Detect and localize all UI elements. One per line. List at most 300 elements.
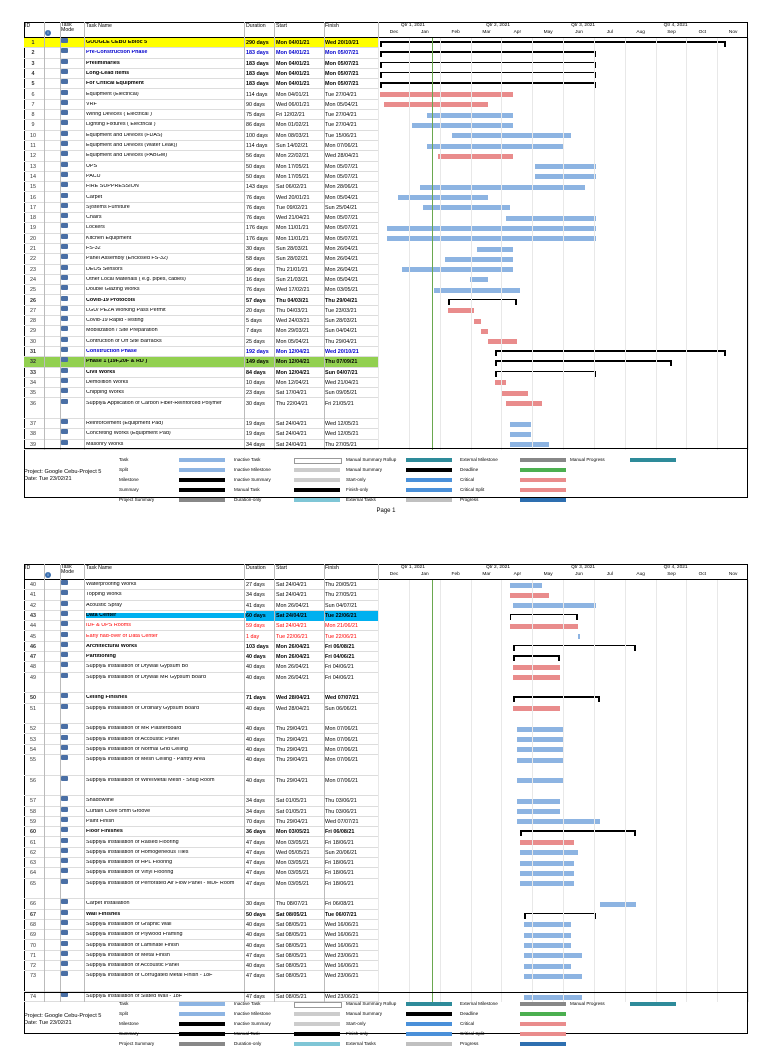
critical-task-bar[interactable]: [520, 840, 574, 845]
task-duration: 5 days: [246, 318, 262, 325]
task-bar[interactable]: [510, 432, 532, 437]
task-start: Mon 03/05/21: [276, 839, 309, 846]
task-start: Sat 08/05/21: [276, 994, 307, 1000]
task-mode-icon: [61, 848, 68, 853]
month-label: Jan: [420, 572, 429, 577]
task-id: 7: [31, 101, 35, 108]
task-start: Mon 03/05/21: [276, 870, 309, 877]
task-start: Thu 21/01/21: [276, 266, 308, 273]
legend-swatch: [294, 488, 340, 492]
timeline-gridline: [594, 38, 595, 450]
task-duration: 40 days: [246, 777, 265, 784]
task-duration: 34 days: [246, 798, 265, 805]
task-start: Sat 08/05/21: [276, 932, 307, 939]
task-finish: Wed 16/06/21: [325, 932, 359, 939]
month-label: Nov: [728, 30, 738, 35]
project-name: Project: Google Cebu-Project 5: [24, 1013, 102, 1019]
col-header-duration[interactable]: Duration: [246, 23, 266, 29]
task-bar[interactable]: [412, 123, 513, 128]
task-mode-icon: [61, 951, 68, 956]
task-mode-icon: [61, 868, 68, 873]
column-divider: [60, 22, 61, 450]
task-duration: 1 day: [246, 633, 260, 640]
task-duration: 192 days: [246, 349, 269, 355]
task-finish: Fri 18/06/21: [325, 870, 354, 877]
task-bar[interactable]: [517, 799, 560, 804]
summary-bar[interactable]: [495, 350, 725, 352]
task-duration: 40 days: [246, 674, 265, 681]
task-duration: 40 days: [246, 942, 265, 949]
critical-task-bar[interactable]: [513, 706, 560, 711]
legend-item-label: Finish-only: [346, 487, 369, 492]
task-duration: 47 days: [246, 870, 265, 877]
task-duration: 41 days: [246, 602, 265, 609]
task-bar[interactable]: [513, 603, 596, 608]
task-finish: Mon 26/04/21: [325, 246, 358, 252]
col-header-id[interactable]: ID: [25, 23, 31, 29]
task-bar[interactable]: [517, 809, 560, 814]
task-name: FS-32: [86, 246, 101, 251]
month-label: Sep: [667, 572, 676, 577]
task-finish: Mon 03/05/21: [325, 287, 358, 294]
task-bar[interactable]: [520, 850, 578, 855]
task-duration: 71 days: [246, 695, 266, 702]
task-start: Sat 01/05/21: [276, 798, 307, 805]
legend: [24, 992, 748, 1053]
task-finish: Wed 16/06/21: [325, 942, 359, 949]
project-date: Date: Tue 23/02/21: [24, 476, 72, 482]
col-header-finish[interactable]: Finish: [325, 23, 339, 29]
task-duration: 19 days: [246, 431, 265, 438]
task-duration: 56 days: [246, 153, 265, 160]
task-duration: 47 days: [246, 994, 265, 1000]
task-bar[interactable]: [578, 634, 580, 639]
summary-bar[interactable]: [510, 614, 578, 616]
task-duration: 27 days: [246, 582, 265, 588]
col-header-name[interactable]: Task Name: [86, 565, 112, 571]
task-mode-icon: [61, 203, 68, 208]
column-divider: [60, 564, 61, 1002]
legend-item-label: Task: [119, 457, 129, 462]
task-start: Tue 22/06/21: [276, 633, 308, 640]
info-icon: i: [45, 572, 51, 578]
task-id: 30: [30, 338, 36, 345]
task-start: Mon 05/04/21: [276, 338, 309, 345]
task-finish: Mon 05/07/21: [325, 215, 358, 222]
task-name: Equipment (Electrical): [86, 91, 139, 97]
task-id: 71: [30, 952, 36, 959]
task-finish: Wed 23/06/21: [325, 973, 359, 980]
task-name: Early had-over of Data Center: [86, 633, 158, 639]
timeline-gridline: [748, 38, 749, 450]
task-id: 23: [30, 266, 36, 273]
task-name: Supply& Installation of Ordinary Gypsum Board: [86, 705, 199, 711]
summary-bar[interactable]: [448, 299, 516, 301]
legend-swatch: [406, 478, 452, 482]
task-bar[interactable]: [402, 267, 514, 272]
task-start: Mon 12/04/21: [276, 369, 310, 376]
task-mode-icon: [61, 440, 68, 445]
task-mode-icon: [61, 120, 68, 125]
summary-bar[interactable]: [520, 830, 635, 832]
task-mode-icon: [61, 254, 68, 259]
task-id: 46: [30, 643, 36, 650]
critical-task-bar[interactable]: [384, 102, 488, 107]
task-id: 4: [31, 70, 35, 77]
task-name: Supply& Installation of Graphic Wall: [86, 921, 172, 927]
task-bar[interactable]: [517, 727, 564, 732]
task-finish: Thu 27/05/21: [325, 592, 357, 599]
task-name: Topping Works: [86, 592, 122, 598]
task-mode-icon: [61, 182, 68, 187]
legend-swatch: [179, 1032, 225, 1036]
summary-bar[interactable]: [524, 913, 596, 915]
task-mode-icon: [61, 399, 68, 404]
task-id: 31: [30, 349, 36, 355]
task-start: Wed 06/01/21: [276, 101, 310, 108]
task-id: 38: [30, 431, 36, 438]
legend-swatch: [294, 1022, 340, 1026]
task-mode-icon: [61, 347, 68, 352]
task-name: GOOGLE CEBU Ebloc 5: [86, 40, 148, 45]
task-finish: Tue 22/06/21: [325, 633, 357, 640]
task-name: Supply& Installation of Drywall MR Gypsum Board: [86, 674, 206, 680]
month-label: Jun: [575, 30, 583, 35]
task-bar[interactable]: [510, 442, 550, 447]
task-duration: 30 days: [246, 400, 265, 407]
task-bar[interactable]: [517, 778, 564, 783]
task-finish: Tue 15/06/21: [325, 132, 357, 139]
quarter-label: Qtr 3, 2021: [571, 565, 596, 570]
legend-item-label: Inactive Task: [234, 1001, 261, 1006]
task-finish: Wed 16/06/21: [325, 963, 359, 970]
task-name: Ceiling Finishes: [86, 695, 128, 701]
legend-swatch: [179, 478, 225, 482]
task-name: FIRE SUPPRESSION: [86, 184, 139, 190]
task-id: 16: [30, 194, 36, 201]
task-mode-icon: [61, 755, 68, 760]
legend-swatch: [294, 1032, 340, 1036]
task-bar[interactable]: [520, 861, 574, 866]
legend-swatch: [406, 1002, 452, 1006]
task-duration: 176 days: [246, 225, 268, 232]
legend-swatch: [406, 468, 452, 472]
legend-swatch: [294, 468, 340, 472]
task-start: Sat 08/05/21: [276, 963, 307, 970]
legend-item-label: External Milestone: [460, 457, 498, 462]
task-duration: 75 days: [246, 112, 265, 119]
legend-swatch: [520, 1022, 566, 1026]
task-duration: 34 days: [246, 441, 265, 448]
legend-item-label: Inactive Milestone: [234, 1011, 271, 1016]
col-header-start[interactable]: Start: [276, 565, 287, 571]
legend-item-label: Duration-only: [234, 1041, 262, 1046]
col-header-name[interactable]: Task Name: [86, 23, 112, 29]
critical-task-bar[interactable]: [510, 593, 550, 598]
task-name: Floor Finishes: [86, 829, 123, 835]
legend-item-label: External Tasks: [346, 1041, 376, 1046]
task-name: Preliminaries: [86, 60, 120, 66]
col-header-start[interactable]: Start: [276, 23, 287, 29]
task-name: Supply& Installation of MR Plasterboard: [86, 726, 182, 732]
task-mode-icon: [61, 368, 68, 373]
task-duration: 40 days: [246, 757, 265, 764]
task-bar[interactable]: [600, 902, 636, 907]
task-finish: Tue 27/04/21: [325, 91, 357, 98]
task-bar[interactable]: [535, 174, 596, 179]
critical-task-bar[interactable]: [510, 624, 578, 629]
task-start: Mon 04/01/21: [276, 60, 310, 67]
task-bar[interactable]: [387, 236, 596, 241]
task-start: Sat 08/05/21: [276, 911, 307, 918]
task-name: Contruction of Off Site Barracks: [86, 338, 162, 344]
summary-bar[interactable]: [495, 360, 671, 362]
task-duration: 40 days: [246, 932, 265, 939]
task-name: Data Center: [86, 613, 246, 619]
task-name: Kitchen Equipment: [86, 235, 132, 241]
task-bar[interactable]: [470, 277, 488, 282]
task-bar[interactable]: [517, 758, 564, 763]
column-divider: [44, 564, 45, 1002]
task-name: Supply& Installation of Accoustic Panel: [86, 736, 179, 742]
task-duration: 19 days: [246, 421, 265, 428]
task-finish: Thu 03/06/21: [325, 808, 357, 815]
task-duration: 40 days: [246, 726, 265, 733]
task-bar[interactable]: [506, 216, 596, 221]
month-label: Apr: [513, 572, 522, 577]
task-duration: 50 days: [246, 163, 265, 170]
task-id: 40: [30, 582, 36, 588]
task-mode-icon: [61, 90, 68, 95]
task-name: Acoustic Spray: [86, 602, 122, 608]
task-bar[interactable]: [445, 257, 513, 262]
task-duration: 90 days: [246, 101, 265, 108]
legend-swatch: [294, 478, 340, 482]
task-id: 36: [30, 400, 36, 407]
legend-item-label: Manual Task: [234, 1031, 260, 1036]
task-mode-icon: [61, 930, 68, 935]
month-label: Jun: [575, 572, 583, 577]
task-bar[interactable]: [517, 737, 564, 742]
task-duration: 96 days: [246, 266, 265, 273]
task-start: Mon 03/05/21: [276, 880, 309, 887]
critical-task-bar[interactable]: [506, 401, 542, 406]
task-id: 28: [30, 318, 36, 325]
task-bar[interactable]: [517, 747, 564, 752]
column-divider: [274, 22, 275, 450]
task-bar[interactable]: [535, 164, 596, 169]
task-mode-icon: [61, 611, 68, 616]
task-start: Sat 01/05/21: [276, 808, 307, 815]
col-header-finish[interactable]: Finish: [325, 565, 339, 571]
task-bar[interactable]: [427, 144, 564, 149]
month-label: Dec: [389, 572, 399, 577]
legend-swatch: [520, 1012, 566, 1016]
legend-swatch: [406, 1012, 452, 1016]
task-mode-icon: [61, 673, 68, 678]
task-finish: Mon 26/04/21: [325, 256, 358, 263]
task-bar[interactable]: [477, 247, 513, 252]
task-finish: Thu 07/09/21: [325, 359, 358, 366]
legend-item-label: Inactive Task: [234, 457, 261, 462]
month-label: Jul: [606, 572, 613, 577]
task-mode-icon: [61, 601, 68, 606]
task-finish: Mon 05/07/21: [325, 60, 359, 67]
task-name: Paint Finish: [86, 818, 115, 824]
task-mode-icon: [61, 162, 68, 167]
task-bar[interactable]: [510, 422, 532, 427]
task-finish: Thu 27/05/21: [325, 441, 357, 448]
legend-swatch: [294, 1042, 340, 1046]
task-id: 43: [30, 612, 36, 619]
task-duration: 114 days: [246, 91, 268, 98]
task-finish: Sun 04/07/21: [325, 369, 358, 376]
timeline-gridline: [532, 580, 533, 1002]
task-mode-icon: [61, 131, 68, 136]
month-label: Aug: [636, 572, 645, 577]
task-start: Mon 26/04/21: [276, 664, 309, 671]
timeline-gridline: [717, 580, 718, 1002]
task-mode-icon: [61, 961, 68, 966]
task-mode-icon: [61, 213, 68, 218]
task-start: Sat 08/05/21: [276, 952, 307, 959]
task-duration: 86 days: [246, 122, 265, 129]
task-name: UPS: [86, 163, 98, 169]
task-finish: Fri 18/06/21: [325, 880, 354, 887]
col-header-id[interactable]: ID: [25, 565, 31, 571]
summary-bar[interactable]: [513, 655, 560, 657]
task-duration: 30 days: [246, 246, 265, 252]
legend-item-label: Start-only: [346, 477, 366, 482]
task-duration: 103 days: [246, 643, 269, 650]
task-name: For Critical Equipment: [86, 81, 144, 87]
task-duration: 16 days: [246, 276, 265, 283]
month-label: Jan: [420, 30, 429, 35]
task-bar[interactable]: [434, 288, 520, 293]
task-bar[interactable]: [517, 819, 600, 824]
task-name: Equipment and Devices (PABGM): [86, 153, 168, 159]
legend-item-label: Critical: [460, 1021, 475, 1026]
task-name: Phase 1 (19F,20F & RD ): [86, 359, 148, 365]
critical-task-bar[interactable]: [513, 675, 560, 680]
legend-swatch: [179, 1042, 225, 1046]
task-id: 11: [30, 143, 36, 149]
task-mode-icon: [61, 838, 68, 843]
task-duration: 23 days: [246, 390, 265, 397]
task-id: 52: [30, 726, 36, 733]
task-bar[interactable]: [510, 583, 542, 588]
month-label: May: [543, 572, 553, 577]
critical-task-bar[interactable]: [513, 665, 560, 670]
legend-item-label: Manual Summary: [346, 1011, 382, 1016]
task-name: Mobilization / Site Preparation: [86, 328, 158, 334]
summary-bar[interactable]: [513, 696, 599, 698]
legend: [24, 448, 748, 509]
task-name: Supply& Installation of Perforated Air Flow Panel - MDF Room: [86, 880, 235, 886]
task-start: Mon 29/03/21: [276, 328, 309, 335]
column-divider: [244, 22, 245, 450]
task-name: Partitioning: [86, 654, 116, 660]
task-finish: Mon 07/06/21: [325, 143, 358, 149]
task-bar[interactable]: [520, 871, 574, 876]
task-mode-icon: [61, 652, 68, 657]
task-id: 35: [30, 390, 36, 397]
critical-task-bar[interactable]: [502, 391, 527, 396]
task-bar[interactable]: [420, 185, 586, 190]
legend-swatch: [294, 498, 340, 502]
status-date-line: [432, 580, 433, 1002]
task-duration: 40 days: [246, 654, 266, 661]
legend-swatch: [179, 1012, 225, 1016]
task-finish: Tue 27/04/21: [325, 122, 357, 129]
task-duration: 47 days: [246, 880, 265, 887]
task-start: Mon 04/01/21: [276, 81, 310, 88]
task-bar[interactable]: [423, 205, 509, 210]
column-divider: [84, 564, 85, 1002]
task-name: IDF & UPS Rooms: [86, 623, 131, 629]
task-mode-icon: [61, 632, 68, 637]
task-bar[interactable]: [398, 195, 488, 200]
column-divider: [324, 22, 325, 450]
critical-task-bar[interactable]: [488, 339, 517, 344]
task-name: Covid-19 Rapid -Testing: [86, 318, 144, 324]
critical-task-bar[interactable]: [481, 329, 488, 334]
col-header-mode[interactable]: Task Mode: [61, 564, 74, 575]
task-finish: Mon 05/04/21: [325, 101, 358, 108]
info-icon: i: [45, 30, 51, 36]
timeline-gridline: [440, 38, 441, 450]
task-finish: Tue 22/06/21: [325, 611, 378, 621]
task-name: Covid-19 Protocols: [86, 297, 136, 303]
col-header-duration[interactable]: Duration: [246, 565, 266, 571]
task-start: Mon 26/04/21: [276, 643, 310, 650]
task-mode-icon: [61, 48, 68, 53]
legend-swatch: [520, 478, 566, 482]
legend-swatch: [179, 1022, 225, 1026]
task-name: Civil Works: [86, 369, 116, 375]
summary-bar[interactable]: [495, 371, 596, 373]
task-bar[interactable]: [387, 226, 596, 231]
task-duration: 57 days: [246, 297, 266, 304]
task-id: 32: [30, 359, 36, 366]
col-header-mode[interactable]: Task Mode: [61, 22, 74, 33]
legend-swatch: [406, 1032, 452, 1036]
critical-task-bar[interactable]: [380, 92, 513, 97]
legend-swatch: [520, 458, 566, 462]
task-mode-icon: [61, 223, 68, 228]
task-id: 14: [30, 173, 36, 180]
critical-task-bar[interactable]: [474, 319, 481, 324]
legend-swatch: [294, 1002, 342, 1008]
task-mode-icon: [61, 316, 68, 321]
legend-item-label: Split: [119, 467, 128, 472]
task-name: Equipment and Devices (Water Leak)): [86, 143, 178, 148]
timeline-gridline: [378, 38, 379, 450]
task-start: Mon 11/01/21: [276, 235, 309, 242]
task-bar[interactable]: [520, 881, 574, 886]
gantt-page-1: [24, 22, 748, 518]
legend-item-label: External Milestone: [460, 1001, 498, 1006]
task-mode-icon: [61, 110, 68, 115]
legend-item-label: Critical Split: [460, 487, 485, 492]
task-duration: 47 days: [246, 860, 265, 867]
task-finish: Mon 07/06/21: [325, 746, 358, 753]
task-start: Mon 26/04/21: [276, 654, 310, 661]
task-mode-icon: [61, 858, 68, 863]
task-duration: 143 days: [246, 184, 268, 191]
legend-item-label: Progress: [460, 1041, 479, 1046]
task-finish: Mon 26/04/21: [325, 266, 358, 273]
